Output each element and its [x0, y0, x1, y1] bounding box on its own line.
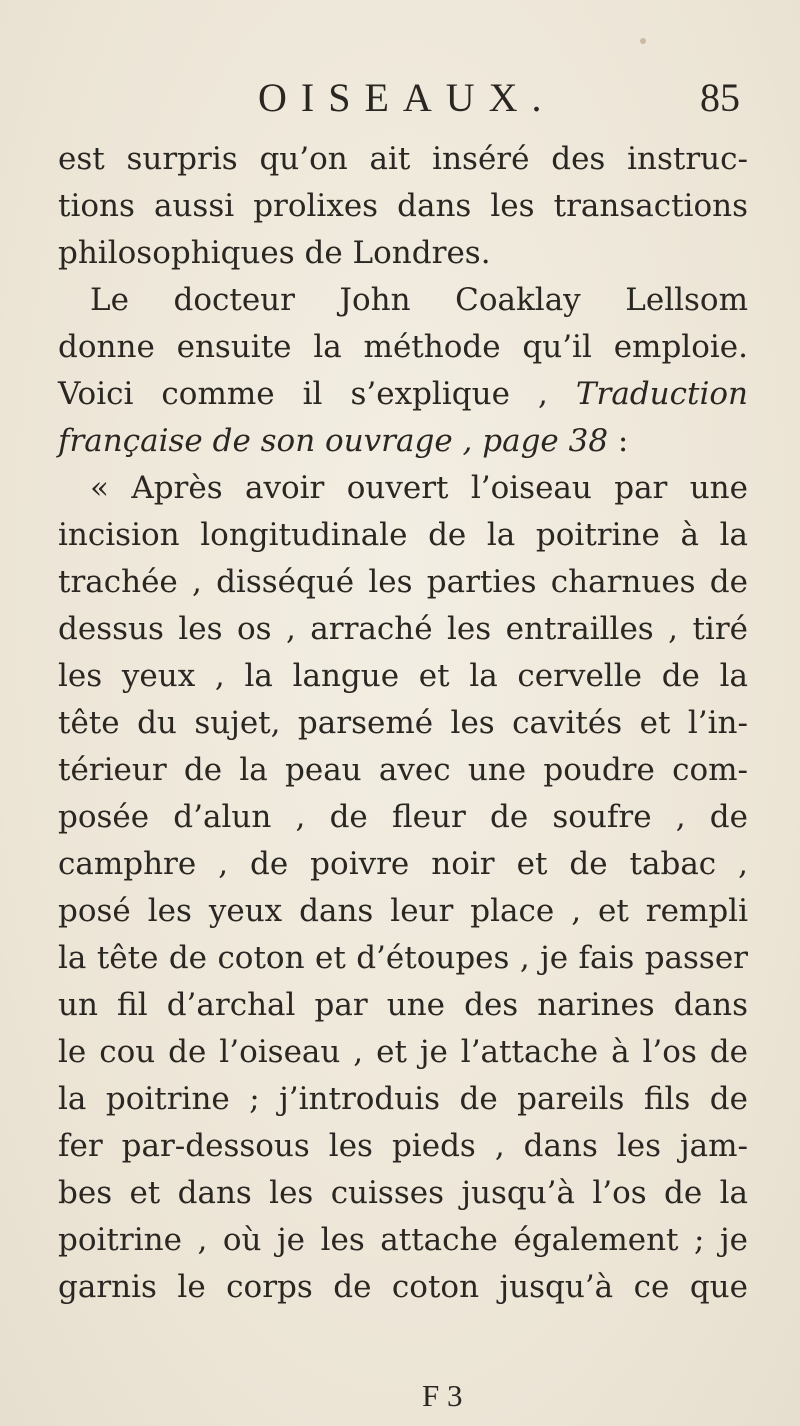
page-number: 85	[700, 75, 740, 120]
body-text	[58, 136, 748, 1311]
text-line: poitrine , où je les attache également ; je	[58, 1222, 748, 1258]
text-line: la poitrine ; j’introduis de pareils fils de	[58, 1081, 748, 1117]
signature-mark: F 3	[422, 1378, 463, 1413]
text-line: est surpris qu’on ait inséré des instruc-	[58, 141, 748, 177]
page-header	[60, 70, 740, 130]
italic-run: française de son ouvrage , page 38	[58, 423, 609, 459]
text-line: la tête de coton et d’étoupes , je fais passer	[58, 940, 748, 976]
text-line: térieur de la peau avec une poudre com-	[58, 752, 748, 788]
text-run: :	[608, 423, 629, 459]
text-line: bes et dans les cuisses jusqu’à l’os de la	[58, 1175, 748, 1211]
text-line: Le docteur John Coaklay Lellsom	[90, 282, 748, 318]
text-line: dessus les os , arraché les entrailles , tiré	[58, 611, 748, 647]
text-line: fer par-dessous les pieds , dans les jam-	[58, 1128, 748, 1164]
text-line: tête du sujet, parsemé les cavités et l’in-	[58, 705, 748, 741]
italic-run: Traduction	[575, 376, 748, 412]
text-line: incision longitudinale de la poitrine à la	[58, 517, 748, 553]
text-line	[58, 418, 748, 465]
text-line: « Après avoir ouvert l’oiseau par une	[90, 470, 748, 506]
text-line: posée d’alun , de fleur de soufre , de	[58, 799, 748, 835]
paper-speck	[640, 38, 646, 44]
text-line: tions aussi prolixes dans les transactions	[58, 188, 748, 224]
text-line: un fil d’archal par une des narines dans	[58, 987, 748, 1023]
text-line: posé les yeux dans leur place , et rempli	[58, 893, 748, 929]
text-line: les yeux , la langue et la cervelle de la	[58, 658, 748, 694]
text-line: philosophiques de Londres.	[58, 235, 491, 271]
text-line: garnis le corps de coton jusqu’à ce que	[58, 1269, 748, 1305]
running-title: OISEAUX.	[258, 75, 556, 120]
text-run: Voici comme il s’explique ,	[58, 376, 576, 412]
text-line: trachée , disséqué les parties charnues de	[58, 564, 748, 600]
text-line	[58, 371, 748, 418]
text-line: le cou de l’oiseau , et je l’attache à l’os de	[58, 1034, 748, 1070]
text-line: camphre , de poivre noir et de tabac ,	[58, 846, 748, 882]
text-line: donne ensuite la méthode qu’il emploie.	[58, 329, 748, 365]
